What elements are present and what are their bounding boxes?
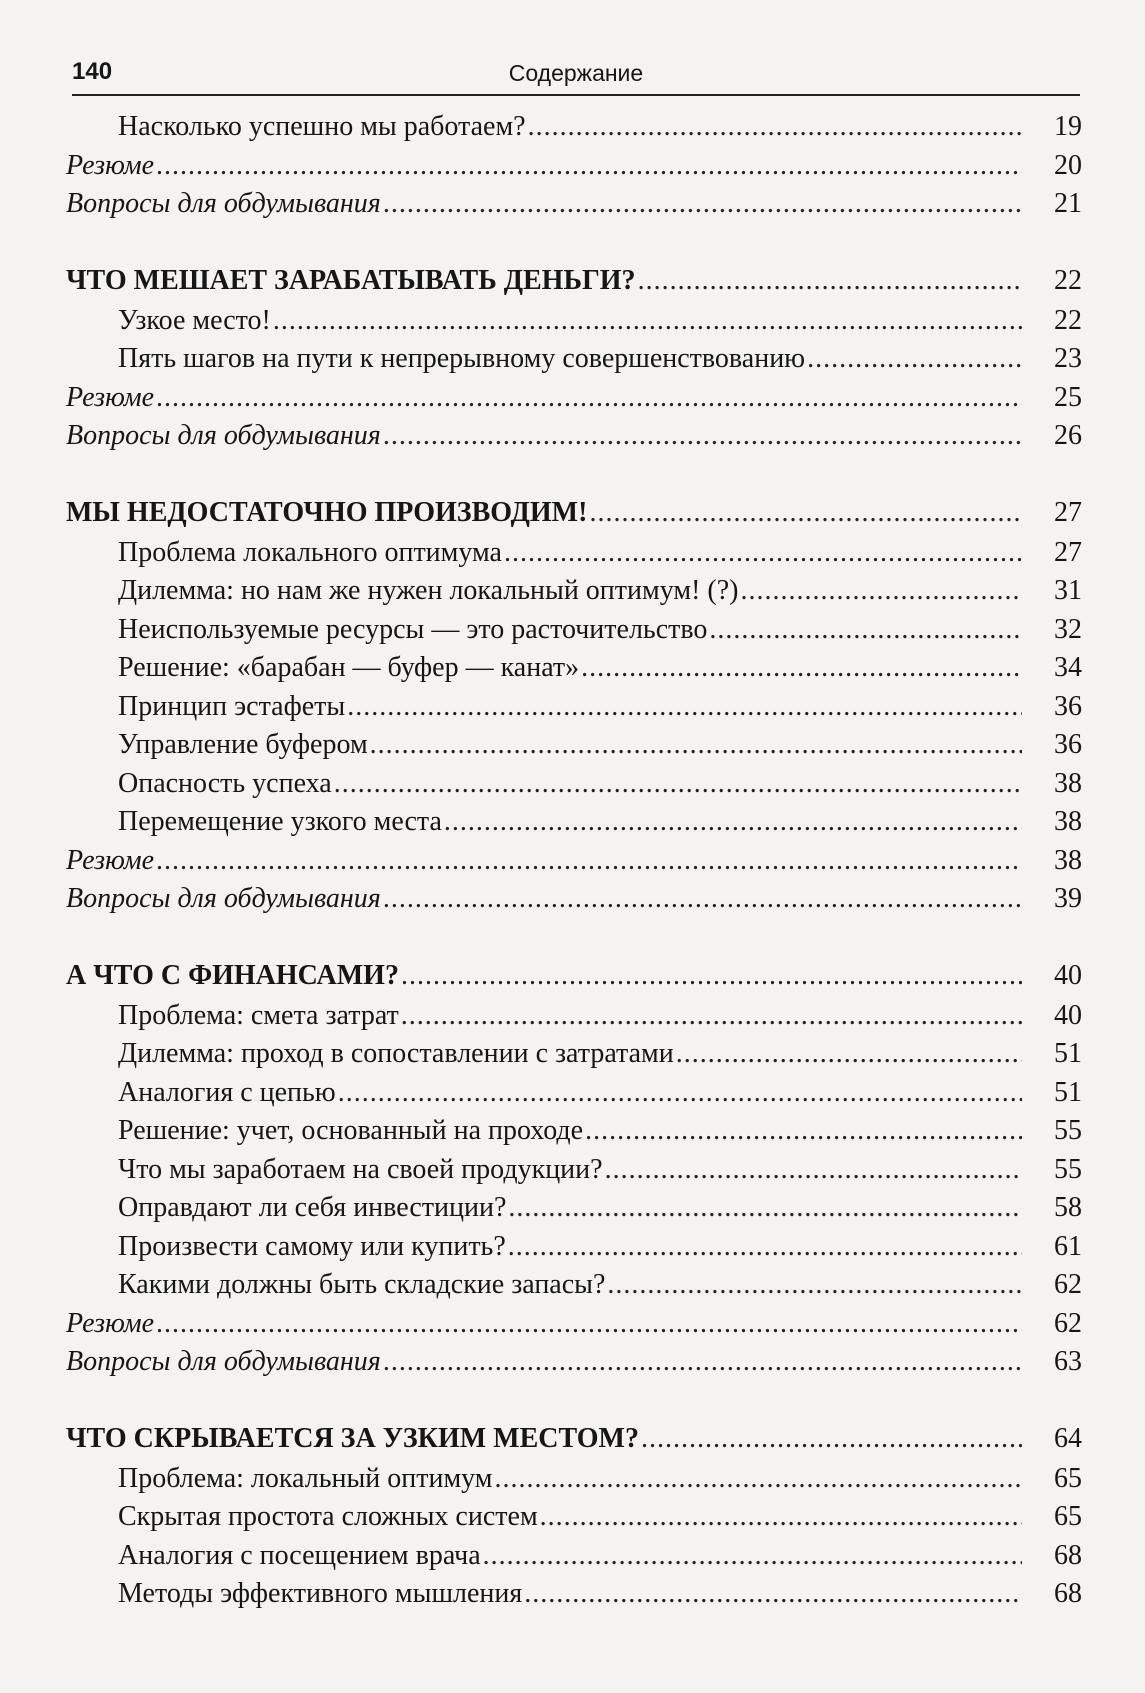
toc-entry-page: 51 [1054, 1076, 1082, 1108]
dot-leader [383, 417, 1022, 456]
toc-entry-level-2 [66, 1228, 1082, 1267]
toc-entry-page: 58 [1054, 1192, 1082, 1223]
toc-entry-title: Перемещение узкого места [118, 806, 442, 837]
toc-entry-title: Опасность успеха [118, 767, 332, 799]
toc-entry-page: 27 [1054, 496, 1082, 528]
toc-entry-level-2 [66, 1112, 1082, 1151]
toc-entry-page: 40 [1054, 959, 1082, 991]
toc-entry-page: 36 [1054, 690, 1082, 722]
toc-entry-title: Проблема: смета затрат [118, 999, 399, 1031]
dot-leader [638, 260, 1022, 302]
page-header [72, 58, 1080, 96]
toc-entry-page: 19 [1054, 111, 1082, 142]
dot-leader [540, 1498, 1022, 1537]
toc-entry-title: Резюме [66, 844, 155, 876]
toc-entry-title: Дилемма: но нам же нужен локальный оптимум! (?) [118, 575, 739, 606]
toc-entry-level-2 [66, 1537, 1082, 1576]
dot-leader [401, 997, 1022, 1036]
page-number: 140 [72, 58, 113, 85]
toc-entry-page: 55 [1054, 1153, 1082, 1185]
toc-entry-title: Аналогия с цепью [118, 1076, 336, 1108]
toc-entry-title: Проблема локального оптимума [118, 536, 502, 568]
toc-entry-title: Управление буфером [118, 729, 368, 760]
dot-leader [607, 1266, 1022, 1305]
toc-entry-page: 62 [1054, 1307, 1082, 1339]
toc-entry-title: Решение: учет, основанный на проходе [118, 1115, 584, 1146]
toc-entry-level-2 [66, 688, 1082, 727]
dot-leader [334, 765, 1022, 804]
toc-entry-page: 39 [1054, 883, 1082, 914]
toc-entry-page: 55 [1054, 1115, 1082, 1146]
toc-entry-title: Оправдают ли себя инвестиции? [118, 1192, 507, 1223]
dot-leader [641, 1418, 1022, 1460]
toc-entry-level-2 [66, 1266, 1082, 1305]
toc-entry-questions [66, 880, 1082, 919]
toc-entry-summary [66, 147, 1082, 186]
toc-entry-page: 64 [1054, 1422, 1082, 1454]
toc-entry-level-2 [66, 803, 1082, 842]
toc-entry-summary [66, 842, 1082, 881]
toc-entry-title: Вопросы для обдумывания [66, 188, 381, 219]
toc-entry-level-2 [66, 340, 1082, 379]
toc-entry-questions [66, 417, 1082, 456]
dot-leader [338, 1074, 1022, 1113]
toc-entry-page: 63 [1054, 1346, 1082, 1377]
toc-entry-page: 22 [1054, 264, 1082, 296]
toc-entry-page: 40 [1054, 999, 1082, 1031]
running-title: Содержание [508, 60, 644, 86]
toc-entry-title: Вопросы для обдумывания [66, 1346, 381, 1377]
toc-entry-page: 32 [1054, 613, 1082, 645]
toc-entry-title: Принцип эстафеты [118, 690, 346, 722]
dot-leader [383, 880, 1022, 919]
toc-entry-title: Проблема: локальный оптимум [118, 1462, 493, 1494]
dot-leader [524, 1575, 1022, 1614]
toc-entry-page: 68 [1054, 1539, 1082, 1571]
dot-leader [709, 611, 1022, 650]
toc-entry-page: 34 [1054, 652, 1082, 683]
toc-entry-level-2 [66, 611, 1082, 650]
toc-entry-page: 51 [1054, 1038, 1082, 1069]
toc-entry-title: Аналогия с посещением врача [118, 1539, 481, 1571]
dot-leader [589, 492, 1022, 534]
dot-leader [807, 340, 1022, 379]
dot-leader [605, 1151, 1022, 1190]
toc-entry-page: 38 [1054, 844, 1082, 876]
toc-entry-questions [66, 1343, 1082, 1382]
toc-entry-questions [66, 185, 1082, 224]
toc-entry-page: 22 [1054, 304, 1082, 336]
toc-entry-level-2 [66, 1035, 1082, 1074]
dot-leader [347, 688, 1022, 727]
toc-entry-summary [66, 1305, 1082, 1344]
dot-leader [383, 1343, 1022, 1382]
toc-entry-page: 26 [1054, 420, 1082, 451]
toc-entry-page: 62 [1054, 1269, 1082, 1300]
toc-entry-title: Какими должны быть складские запасы? [118, 1269, 606, 1300]
toc-entry-page: 25 [1054, 381, 1082, 413]
toc-entry-summary [66, 379, 1082, 418]
toc-entry-page: 31 [1054, 575, 1082, 606]
dot-leader [581, 649, 1022, 688]
toc-entry-level-2 [66, 765, 1082, 804]
toc-entry-level-2 [66, 1575, 1082, 1614]
toc-entry-page: 38 [1054, 767, 1082, 799]
toc-entry-title: А ЧТО С ФИНАНСАМИ? [66, 959, 399, 991]
toc-entry-chapter [66, 260, 1082, 302]
toc-entry-title: Резюме [66, 381, 155, 413]
toc-entry-level-2 [66, 1460, 1082, 1499]
toc-entry-page: 65 [1054, 1501, 1082, 1532]
toc-entry-title: Насколько успешно мы работаем? [118, 111, 526, 142]
toc-entry-chapter [66, 1418, 1082, 1460]
toc-entry-level-2 [66, 1189, 1082, 1228]
toc-entry-level-2 [66, 572, 1082, 611]
table-of-contents [66, 108, 1082, 1614]
dot-leader [504, 534, 1022, 573]
dot-leader [383, 185, 1022, 224]
toc-entry-title: Вопросы для обдумывания [66, 420, 381, 451]
dot-leader [528, 108, 1022, 147]
dot-leader [156, 842, 1022, 881]
dot-leader [508, 1228, 1022, 1267]
dot-leader [495, 1460, 1022, 1499]
toc-entry-title: ЧТО МЕШАЕТ ЗАРАБАТЫВАТЬ ДЕНЬГИ? [66, 264, 636, 296]
toc-entry-level-2 [66, 1151, 1082, 1190]
toc-entry-title: Вопросы для обдумывания [66, 883, 381, 914]
toc-entry-title: МЫ НЕДОСТАТОЧНО ПРОИЗВОДИМ! [66, 496, 588, 528]
toc-entry-title: Пять шагов на пути к непрерывному совершенствованию [118, 343, 806, 374]
toc-entry-page: 65 [1054, 1462, 1082, 1494]
dot-leader [273, 302, 1022, 341]
toc-entry-title: Скрытая простота сложных систем [118, 1501, 538, 1532]
dot-leader [156, 147, 1022, 186]
dot-leader [508, 1189, 1022, 1228]
toc-entry-level-2 [66, 1498, 1082, 1537]
toc-entry-title: Методы эффективного мышления [118, 1578, 523, 1609]
toc-entry-level-2 [66, 997, 1082, 1036]
dot-leader [444, 803, 1022, 842]
toc-entry-page: 20 [1054, 149, 1082, 181]
toc-entry-page: 68 [1054, 1578, 1082, 1609]
toc-entry-title: Что мы заработаем на своей продукции? [118, 1153, 603, 1185]
dot-leader [156, 379, 1022, 418]
dot-leader [483, 1537, 1022, 1576]
toc-entry-chapter [66, 492, 1082, 534]
dot-leader [676, 1035, 1022, 1074]
toc-entry-page: 27 [1054, 536, 1082, 568]
toc-entry-level-2 [66, 108, 1082, 147]
toc-entry-title: Произвести самому или купить? [118, 1230, 506, 1262]
toc-entry-chapter [66, 955, 1082, 997]
toc-entry-level-2 [66, 649, 1082, 688]
dot-leader [370, 726, 1022, 765]
dot-leader [585, 1112, 1022, 1151]
toc-entry-page: 36 [1054, 729, 1082, 760]
toc-entry-title: ЧТО СКРЫВАЕТСЯ ЗА УЗКИМ МЕСТОМ? [66, 1422, 639, 1454]
dot-leader [156, 1305, 1022, 1344]
toc-entry-level-2 [66, 726, 1082, 765]
toc-entry-title: Дилемма: проход в сопоставлении с затратами [118, 1038, 674, 1069]
toc-entry-title: Резюме [66, 1307, 155, 1339]
toc-entry-page: 21 [1054, 188, 1082, 219]
toc-entry-level-2 [66, 534, 1082, 573]
dot-leader [401, 955, 1022, 997]
toc-entry-level-2 [66, 302, 1082, 341]
toc-entry-title: Решение: «барабан — буфер — канат» [118, 652, 580, 683]
toc-entry-page: 23 [1054, 343, 1082, 374]
dot-leader [740, 572, 1022, 611]
toc-entry-page: 38 [1054, 806, 1082, 837]
toc-entry-title: Узкое место! [118, 304, 271, 336]
toc-entry-level-2 [66, 1074, 1082, 1113]
toc-entry-page: 61 [1054, 1230, 1082, 1262]
toc-entry-title: Неиспользуемые ресурсы — это расточительство [118, 613, 708, 645]
toc-entry-title: Резюме [66, 149, 155, 181]
